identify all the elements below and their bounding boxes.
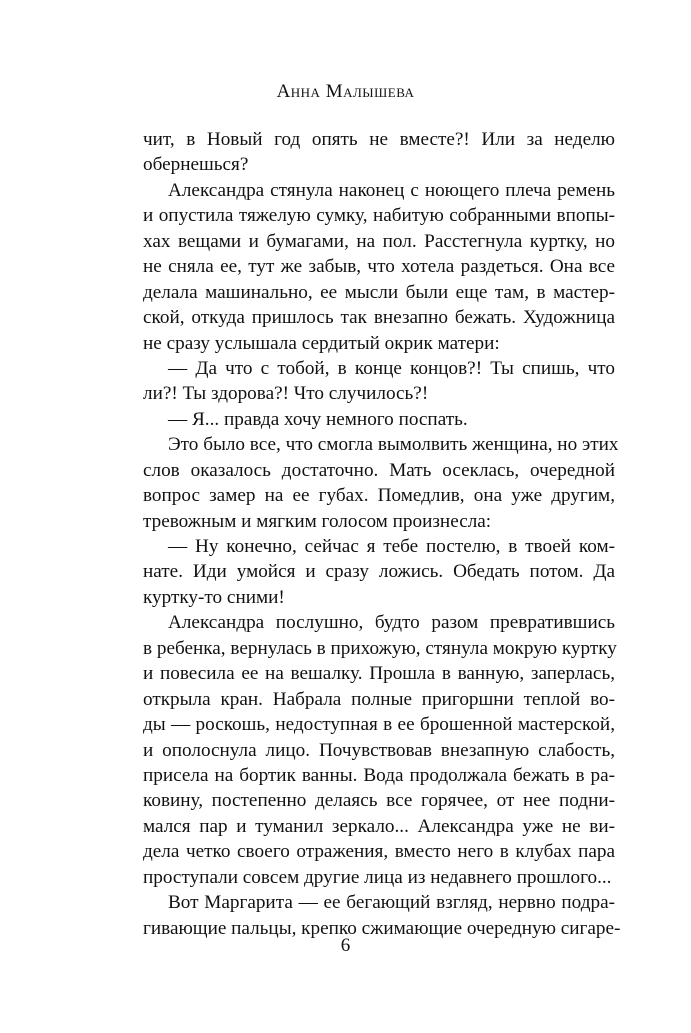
running-title: Анна Малышева bbox=[276, 81, 415, 102]
text-line: Александра послушно, будто разом превратившись bbox=[168, 612, 615, 634]
text-line: хах вещами и бумагами, на пол. Расстегнула куртку, но bbox=[143, 230, 615, 252]
text-line: — Ну конечно, сейчас я тебе постелю, в твоей ком- bbox=[168, 536, 615, 557]
text-line: и ополоснула лицо. Почувствовав внезапную слабость, bbox=[143, 739, 615, 761]
text-line: — Да что с тобой, в конце концов?! Ты спишь, что bbox=[168, 357, 615, 379]
text-line: в ребенка, вернулась в прихожую, стянула мокрую куртку bbox=[143, 637, 617, 659]
text-line: Это было все, что смогла вымолвить женщина, но этих bbox=[168, 434, 619, 456]
page-number: 6 bbox=[340, 935, 351, 956]
text-line: куртку-то сними! bbox=[143, 586, 285, 608]
text-line: вопрос замер на ее губах. Помедлив, она уже другим, bbox=[143, 485, 615, 507]
text-line: ковину, постепенно делаясь все горячее, от нее подни- bbox=[143, 790, 615, 812]
text-line: — Я... правда хочу немного поспать. bbox=[168, 408, 468, 430]
text-line: ли?! Ты здорова?! Что случилось?! bbox=[143, 383, 429, 405]
text-line: ской, откуда пришлось так внезапно бежать. Художница bbox=[143, 307, 615, 329]
text-line: присела на бортик ванны. Вода продолжала бежать в ра- bbox=[143, 764, 615, 786]
text-line: чит, в Новый год опять не вместе?! Или за неделю bbox=[143, 129, 615, 150]
text-line: слов оказалось достаточно. Мать осеклась, очередной bbox=[143, 459, 615, 481]
text-line: мался пар и туманил зеркало... Александра уже не ви- bbox=[143, 815, 615, 837]
body-text bbox=[143, 127, 621, 941]
text-line: нате. Иди умойся и сразу ложись. Обедать потом. Да bbox=[143, 561, 615, 583]
text-line: гивающие пальцы, крепко сжимающие очередную сигаре- bbox=[143, 917, 621, 939]
text-line: ды — роскошь, недоступная в ее брошенной мастерской, bbox=[143, 714, 615, 736]
text-line: открыла кран. Набрала полные пригоршни теплой во- bbox=[143, 688, 615, 710]
text-line: дела четко своего отражения, вместо него в клубах пара bbox=[143, 841, 615, 863]
text-line: Вот Маргарита — ее бегающий взгляд, нервно подра- bbox=[168, 892, 615, 914]
text-line: не сразу услышала сердитый окрик матери: bbox=[143, 332, 500, 354]
text-line: тревожным и мягким голосом произнесла: bbox=[143, 510, 492, 532]
text-line: не сняла ее, тут же забыв, что хотела раздеться. Она все bbox=[143, 256, 615, 278]
text-line: Александра стянула наконец с ноющего плеча ремень bbox=[168, 179, 615, 201]
text-line: и опустила тяжелую сумку, набитую собранными впопы- bbox=[143, 205, 615, 227]
text-line: и повесила ее на вешалку. Прошла в ванную, заперлась, bbox=[143, 663, 615, 685]
text-line: проступали совсем другие лица из недавнего прошлого... bbox=[143, 866, 612, 888]
text-line: делала машинально, ее мысли были еще там, в мастер- bbox=[143, 281, 615, 303]
text-line: обернешься? bbox=[143, 154, 249, 176]
